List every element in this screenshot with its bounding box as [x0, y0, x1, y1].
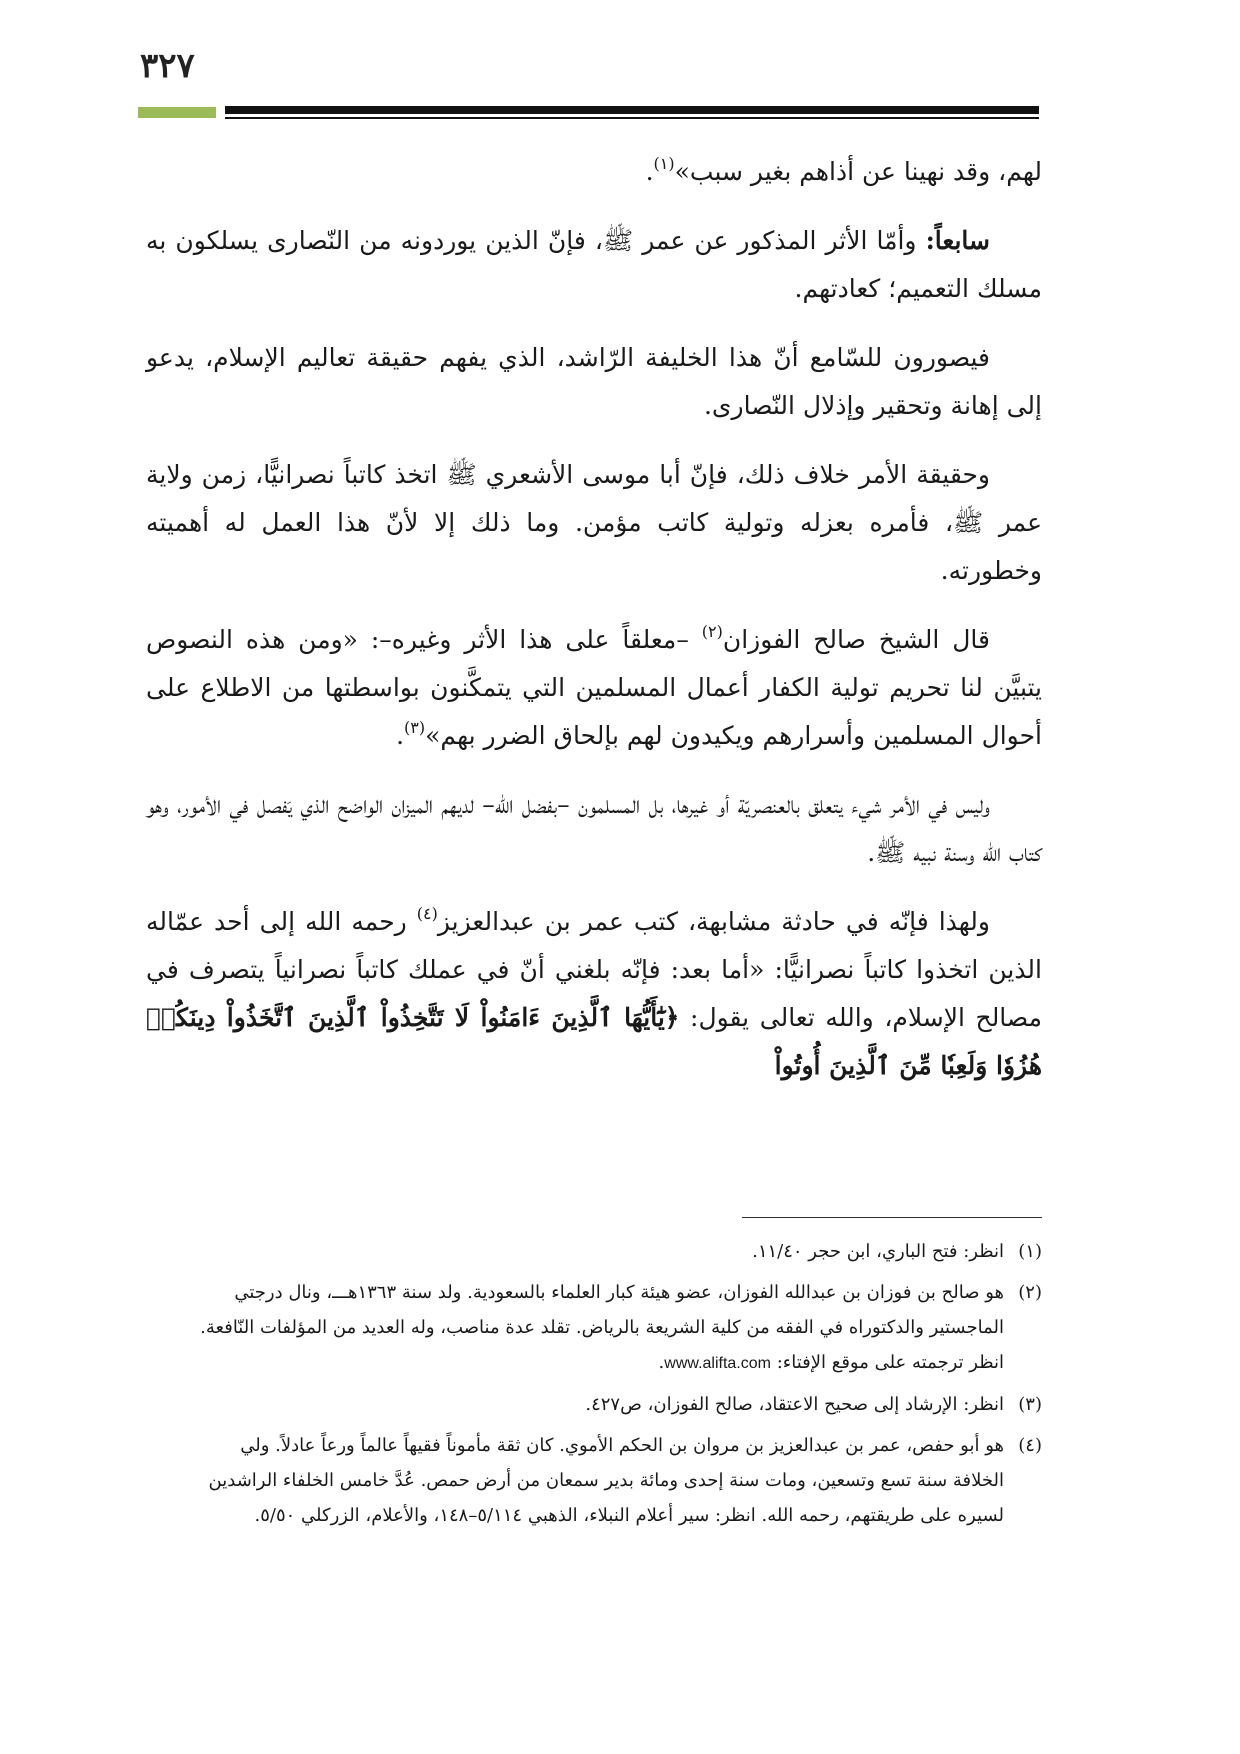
footnote-number: (٤) — [1018, 1435, 1042, 1456]
paragraph-3 — [146, 334, 1042, 430]
footnote-text: انظر: فتح الباري، ابن حجر ١١/٤٠. — [752, 1241, 1004, 1262]
footnote-text: الخلافة سنة تسع وتسعين، ومات سنة إحدى ومائة بدير سمعان من أرض حمص. عُدَّ خامس الخلفاء الراشدين — [208, 1470, 1004, 1491]
footnote-ref-1[interactable]: (١) — [653, 154, 675, 173]
footnote-ref-2[interactable]: (٢) — [701, 622, 723, 641]
footnote-3 — [146, 1387, 1042, 1422]
footnote-line — [146, 1345, 1042, 1381]
footnote-number: (١) — [1018, 1241, 1042, 1262]
paragraph-6 — [146, 781, 1042, 877]
paragraph-text: –معلقاً على هذا الأثر وغيره–: «ومن هذه النصوص يتبيَّن لنا تحريم تولية الكفار أعمال المسلمين التي يتمكَّنون بواسطتها من الاطلاع على أحوال المسلمين وأسرارهم ويكيدون لهم بإلحاق الضرر بهم» — [146, 625, 1042, 750]
footnote-tail: . — [658, 1352, 665, 1373]
section-label: سابعاً: — [925, 226, 990, 255]
footnote-text: انظر: الإرشاد إلى صحيح الاعتقاد، صالح الفوزان، ص٤٢٧. — [585, 1394, 1004, 1415]
website-link[interactable]: www.alifta.com — [664, 1355, 771, 1372]
footnote-text: هو أبو حفص، عمر بن عبدالعزيز بن مروان بن الحكم الأموي. كان ثقة مأموناً فقيهاً عالماً ورعاً عادلاً. ولي — [240, 1435, 1004, 1456]
footnote-2 — [146, 1275, 1042, 1381]
main-text — [146, 148, 1042, 1111]
footnotes — [146, 1234, 1042, 1539]
footnote-1 — [146, 1234, 1042, 1269]
paragraph-text: وليس في الأمر شيء يتعلق بالعنصريّة أو غيرها، بل المسلمون –بفضل الله– لديهم الميزان الواضح الذي يَفصل في الأمور، وهو كتاب الله وسنة نبيه ﷺ. — [146, 790, 1042, 867]
footnote-text: انظر ترجمته على موقع الإفتاء: — [770, 1352, 1004, 1373]
footnote-text: لسيره على طريقتهم، رحمه الله. انظر: سير أعلام النبلاء، الذهبي ٥/١١٤–١٤٨، والأعلام، الزركلي ٥/٥٠. — [254, 1505, 1004, 1526]
footnote-number: (٢) — [1018, 1282, 1042, 1303]
paragraph-text: رحمه الله إلى أحد عمّاله الذين اتخذوا كاتباً نصرانيًّا: «أما بعد: فإنّه بلغني أنّ في عملك كاتباً نصرانياً يتصرف في مصالح الإسلام، والله تعالى يقول: — [146, 907, 1042, 1032]
footnote-ref-3[interactable]: (٣) — [404, 718, 426, 737]
footnote-4 — [146, 1428, 1042, 1533]
footnote-ref-4[interactable]: (٤) — [416, 904, 438, 923]
footnote-number: (٣) — [1018, 1394, 1042, 1415]
footnote-text: الماجستير والدكتوراه في الفقه من كلية الشريعة بالرياض. تقلد عدة مناصب، وله العديد من المؤلفات النّافعة. — [200, 1317, 1004, 1338]
paragraph-text: قال الشيخ صالح الفوزان — [722, 625, 990, 654]
header-rule-thin — [225, 117, 1039, 119]
paragraph-text: ولهذا فإنّه في حادثة مشابهة، كتب عمر بن عبدالعزيز — [437, 907, 990, 936]
paragraph-4 — [146, 451, 1042, 595]
paragraph-1 — [146, 148, 1042, 196]
paragraph-7 — [146, 898, 1042, 1090]
paragraph-5 — [146, 616, 1042, 760]
paragraph-tail: . — [645, 157, 654, 186]
paragraph-text: وأمّا الأثر المذكور عن عمر ﷺ، فإنّ الذين يوردونه من النّصارى يسلكون به مسلك التعميم؛ كعادتهم. — [146, 226, 1042, 303]
header-accent-bar — [138, 107, 216, 118]
footnote-text: هو صالح بن فوزان بن عبدالله الفوزان، عضو هيئة كبار العلماء بالسعودية. ولد سنة ١٣٦٣هـــ، ونال درجتي — [234, 1282, 1004, 1303]
paragraph-text: لهم، وقد نهينا عن أذاهم بغير سبب» — [674, 157, 1042, 186]
quran-verse: ﴿يَٰٓأَيُّهَا ٱلَّذِينَ ءَامَنُواْ لَا تَتَّخِذُواْ ٱلَّذِينَ ٱتَّخَذُواْ دِينَكُمۡ هُزُوٗا وَلَعِبٗا مِّنَ ٱلَّذِينَ أُوتُواْ — [146, 1003, 1042, 1080]
paragraph-2 — [146, 217, 1042, 313]
page-number: ٣٢٧ — [140, 46, 195, 86]
header-rule — [225, 106, 1039, 114]
paragraph-text: وحقيقة الأمر خلاف ذلك، فإنّ أبا موسى الأشعري ﷺ اتخذ كاتباً نصرانيًّا، زمن ولاية عمر ﷺ، فأمره بعزله وتولية كاتب مؤمن. وما ذلك إلا لأنّ هذا العمل له أهميته وخطورته. — [146, 460, 1042, 585]
paragraph-text: فيصورون للسّامع أنّ هذا الخليفة الرّاشد، الذي يفهم حقيقة تعاليم الإسلام، يدعو إلى إهانة وتحقير وإذلال النّصارى. — [146, 343, 1042, 420]
paragraph-tail: . — [396, 721, 405, 750]
footnote-separator — [742, 1217, 1042, 1218]
